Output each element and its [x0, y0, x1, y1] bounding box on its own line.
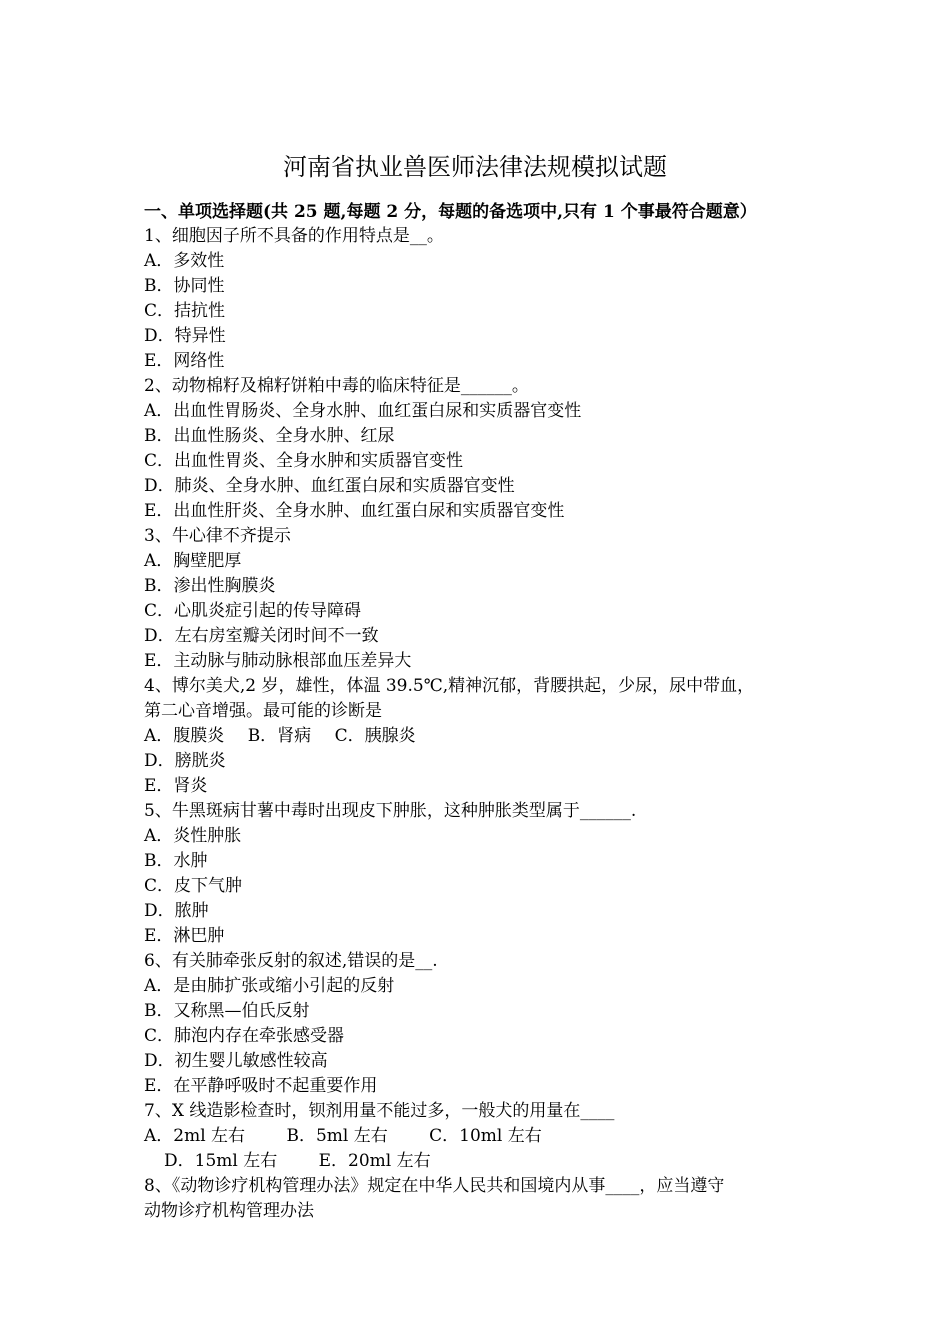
option: B．出血性肠炎、全身水肿、红尿 — [144, 426, 395, 446]
question-stem: 8、《动物诊疗机构管理办法》规定在中华人民共和国境内从事____，应当遵守 — [144, 1176, 725, 1196]
option: D．15ml 左右 — [164, 1151, 278, 1171]
document-title: 河南省执业兽医师法律法规模拟试题 — [283, 153, 667, 181]
option: A．胸壁肥厚 — [144, 551, 242, 571]
option: B．又称黑—伯氏反射 — [144, 1001, 310, 1021]
option: D．左右房室瓣关闭时间不一致 — [144, 626, 379, 646]
section-heading: 一、单项选择题(共 25 题,每题 2 分，每题的备选项中,只有 1 个事最符合题意） — [144, 202, 757, 222]
option: A．2ml 左右 — [144, 1126, 246, 1146]
option: C．胰腺炎 — [334, 726, 416, 746]
question-stem: 4、博尔美犬,2 岁，雄性，体温 39.5℃,精神沉郁，背腰拱起，少尿，尿中带血， — [144, 676, 755, 696]
option: E．出血性肝炎、全身水肿、血红蛋白尿和实质器官变性 — [144, 501, 565, 521]
option: D．初生婴儿敏感性较高 — [144, 1051, 328, 1071]
option: D．肺炎、全身水肿、血红蛋白尿和实质器官变性 — [144, 476, 515, 496]
option: D．膀胱炎 — [144, 751, 226, 771]
option: B．5ml 左右 — [286, 1126, 388, 1146]
question-stem: 1、细胞因子所不具备的作用特点是__。 — [144, 226, 444, 246]
option: B．渗出性胸膜炎 — [144, 576, 276, 596]
option: E．网络性 — [144, 351, 225, 371]
question-stem: 6、有关肺牵张反射的叙述,错误的是__. — [144, 951, 438, 971]
option: E．淋巴肿 — [144, 926, 225, 946]
question-list — [144, 224, 824, 1224]
question-stem: 2、动物棉籽及棉籽饼粕中毒的临床特征是______。 — [144, 376, 529, 396]
option: A．多效性 — [144, 251, 225, 271]
option: A．出血性胃肠炎、全身水肿、血红蛋白尿和实质器官变性 — [144, 401, 582, 421]
option-row — [144, 1149, 824, 1174]
option: A．腹膜炎 — [144, 726, 225, 746]
option: C．10ml 左右 — [429, 1126, 542, 1146]
option: C．出血性胃炎、全身水肿和实质器官变性 — [144, 451, 464, 471]
option: C．拮抗性 — [144, 301, 226, 321]
option: E．20ml 左右 — [318, 1151, 431, 1171]
option: C．心肌炎症引起的传导障碍 — [144, 601, 362, 621]
option: E．主动脉与肺动脉根部血压差异大 — [144, 651, 412, 671]
option: D．脓肿 — [144, 901, 209, 921]
option-row — [144, 1124, 824, 1149]
option: B．肾病 — [247, 726, 312, 746]
question-stem-continued: 第二心音增强。最可能的诊断是 — [144, 701, 382, 721]
option: B．协同性 — [144, 276, 225, 296]
question-stem: 3、牛心律不齐提示 — [144, 526, 291, 546]
option: E．在平静呼吸时不起重要作用 — [144, 1076, 378, 1096]
option: A．炎性肿胀 — [144, 826, 242, 846]
option: B．水肿 — [144, 851, 208, 871]
option-row — [144, 724, 824, 749]
question-stem: 5、牛黑斑病甘薯中毒时出现皮下肿胀，这种肿胀类型属于______. — [144, 801, 637, 821]
option: C．肺泡内存在牵张感受器 — [144, 1026, 345, 1046]
question-stem-continued: 动物诊疗机构管理办法 — [144, 1201, 314, 1221]
question-stem: 7、X 线造影检查时，钡剂用量不能过多，一般犬的用量在____ — [144, 1101, 615, 1121]
option: A．是由肺扩张或缩小引起的反射 — [144, 976, 395, 996]
option: E．肾炎 — [144, 776, 208, 796]
option: C．皮下气肿 — [144, 876, 243, 896]
option: D．特异性 — [144, 326, 226, 346]
